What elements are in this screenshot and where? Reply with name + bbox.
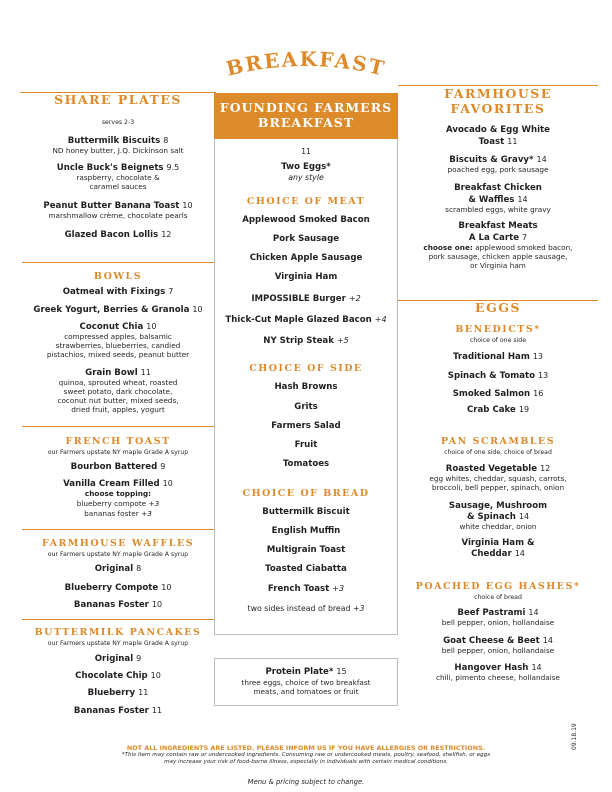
menu-item: Coconut Chia 10 [79,322,157,332]
menu-item: Traditional Ham 13 [453,352,543,362]
item-desc: three eggs, choice of two breakfast [241,678,371,687]
item-desc: pork sausage, chicken apple sausage, [428,252,568,261]
meat-option: Chicken Apple Sausage [249,253,363,263]
menu-item: Bananas Foster 11 [73,706,163,716]
item-desc: broccoli, bell pepper, spinach, onion [431,483,565,492]
section-note: our Farmers upstate NY maple Grade A syrup [47,640,189,647]
section-note: our Farmers upstate NY maple Grade A syrup [47,551,189,558]
share-plates-heading: SHARE PLATES [54,92,182,107]
item-desc: egg whites, cheddar, squash, carrots, [429,474,567,483]
waffles-heading: FARMHOUSE WAFFLES [41,538,195,549]
item-desc: bananas foster +3 [84,509,152,518]
menu-item: Grain Bowl 11 [85,368,151,378]
eggs-heading: EGGS [475,300,521,315]
menu-item: Avocado & Egg White [446,125,550,135]
banner-line-2: BREAKFAST [257,115,355,130]
menu-item: Hangover Hash 14 [454,663,542,673]
item-desc: scrambled eggs, white gravy [445,205,551,214]
founding-banner [214,93,398,139]
side-option: Fruit [294,440,318,450]
menu-item: Spinach & Tomato 13 [447,371,549,381]
menu-item: Bananas Foster 10 [73,600,163,610]
meat-option: NY Strip Steak +5 [263,336,349,346]
side-heading: CHOICE OF SIDE [249,363,363,374]
section-note: our Farmers upstate NY maple Grade A syrup [47,449,189,456]
menu-item: Vanilla Cream Filled 10 [63,479,173,489]
page-title [216,38,396,82]
title-text: BREAKFAST [223,46,389,81]
menu-item: Buttermilk Biscuits 8 [67,136,169,146]
eggs-label: Two Eggs* [281,162,331,172]
share-plates-note: serves 2-3 [101,119,135,126]
bowls-heading: BOWLS [93,271,143,282]
favorites-heading-2: FAVORITES [450,101,546,116]
meat-option: Pork Sausage [272,234,340,244]
menu-item: Breakfast Chicken [454,183,542,193]
section-note: choice of bread [474,594,522,601]
item-desc: bell pepper, onion, hollandaise [441,618,555,627]
disclaimer-line-2: may increase your risk of food-borne illness, especially in individuals with certain medical conditions. [164,759,448,765]
item-desc: raspberry, chocolate & [76,173,160,182]
item-desc: poached egg, pork sausage [447,165,549,174]
two-sides-note: two sides instead of bread +3 [247,604,365,613]
item-desc: bell pepper, onion, hollandaise [441,646,555,655]
hashes-heading: POACHED EGG HASHES* [415,581,581,592]
pricing-note: Menu & pricing subject to change. [247,778,365,786]
item-desc: choose topping: [84,489,152,498]
item-desc: meats, and tomatoes or fruit [253,687,359,696]
menu-item: Bourbon Battered 9 [70,462,166,472]
item-desc: dried fruit, apples, yogurt [71,405,165,414]
menu-item: Smoked Salmon 16 [452,389,544,399]
meat-option: Applewood Smoked Bacon [242,215,370,225]
menu-item: & Waffles 14 [468,195,528,205]
bread-option: English Muffin [271,526,341,536]
divider [22,529,214,530]
item-desc: chili, pimento cheese, hollandaise [435,673,561,682]
menu-item: Uncle Buck's Beignets 9.5 [56,163,180,173]
menu-item: Sausage, Mushroom [448,501,548,511]
meat-heading: CHOICE OF MEAT [246,196,366,207]
menu-item: A La Carte 7 [468,233,528,243]
founding-price: 11 [301,147,311,156]
item-desc: choose one: applewood smoked bacon, [423,243,573,252]
menu-item: Blueberry 11 [87,688,149,698]
meat-option: Virginia Ham [274,272,338,282]
item-desc: caramel sauces [89,182,147,191]
allergy-notice: NOT ALL INGREDIENTS ARE LISTED. PLEASE INFORM US IF YOU HAVE ALLERGIES OR RESTRICTIONS. [126,744,486,752]
disclaimer-line-1: *This item may contain raw or undercooked ingredients. Consuming raw or undercooked meats, poultry, seafood, shellfish, or eggs [121,752,491,758]
menu-item: Greek Yogurt, Berries & Granola 10 [33,305,203,315]
banner-line-1: FOUNDING FARMERS [219,100,393,115]
item-desc: or Virginia ham [470,261,526,270]
item-desc: marshmallow crème, chocolate pearls [48,211,188,220]
bread-option: French Toast +3 [267,584,345,594]
favorites-heading-1: FARMHOUSE [444,86,552,101]
item-desc: white cheddar, onion [459,522,537,531]
item-desc: coconut nut butter, mixed seeds, [57,396,179,405]
menu-item: Roasted Vegetable 12 [445,464,551,474]
divider [22,619,214,620]
item-desc: pistachios, mixed seeds, peanut butter [46,350,190,359]
bread-option: Buttermilk Biscuit [262,507,350,517]
menu-item: Beef Pastrami 14 [457,608,539,618]
section-note: choice of one side, choice of bread [444,449,552,456]
menu-item: Protein Plate* 15 [265,667,347,677]
side-option: Hash Browns [274,382,338,392]
menu-item: Biscuits & Gravy* 14 [449,155,547,165]
menu-item: Goat Cheese & Beet 14 [443,636,553,646]
benedicts-heading: BENEDICTS* [455,324,541,335]
bread-option: Toasted Ciabatta [265,564,347,574]
menu-item: Original 8 [94,564,142,574]
menu-code: 09.18.19 [571,723,578,750]
eggs-style: any style [288,173,324,182]
meat-option: Thick-Cut Maple Glazed Bacon +4 [225,315,387,325]
divider [22,262,214,263]
side-option: Farmers Salad [271,421,341,431]
menu-item: Blueberry Compote 10 [64,583,172,593]
item-desc: strawberries, blueberries, candied [55,341,181,350]
menu-item: Toast 11 [478,137,518,147]
bread-option: Multigrain Toast [266,545,346,555]
meat-option: IMPOSSIBLE Burger +2 [251,294,361,304]
menu-item: Cheddar 14 [471,549,525,559]
side-option: Grits [294,402,318,412]
menu-item: Peanut Butter Banana Toast 10 [43,201,193,211]
protein-plate-box [214,658,398,706]
scrambles-heading: PAN SCRAMBLES [440,436,556,447]
pancakes-heading: BUTTERMILK PANCAKES [34,627,202,638]
section-note: choice of one side [469,337,527,344]
item-desc: quinoa, sprouted wheat, roasted [58,378,178,387]
side-option: Tomatoes [282,459,330,469]
menu-item: & Spinach 14 [466,512,530,522]
menu-item: Glazed Bacon Lollis 12 [64,230,172,240]
item-desc: sweet potato, dark chocolate, [63,387,173,396]
bread-heading: CHOICE OF BREAD [242,488,370,499]
menu-item: Original 9 [94,654,142,664]
menu-item: Oatmeal with Fixings 7 [62,287,174,297]
item-desc: compressed apples, balsamic [64,332,172,341]
french-toast-heading: FRENCH TOAST [65,436,171,447]
svg-text:BREAKFAST [224,47,388,81]
divider [22,426,214,427]
menu-item: Breakfast Meats [458,221,538,231]
item-desc: ND honey butter, J.Q. Dickinson salt [52,146,184,155]
menu-item: Crab Cake 19 [466,405,530,415]
item-desc: blueberry compote +3 [76,499,160,508]
menu-item: Virginia Ham & [461,538,535,548]
menu-item: Chocolate Chip 10 [75,671,161,681]
